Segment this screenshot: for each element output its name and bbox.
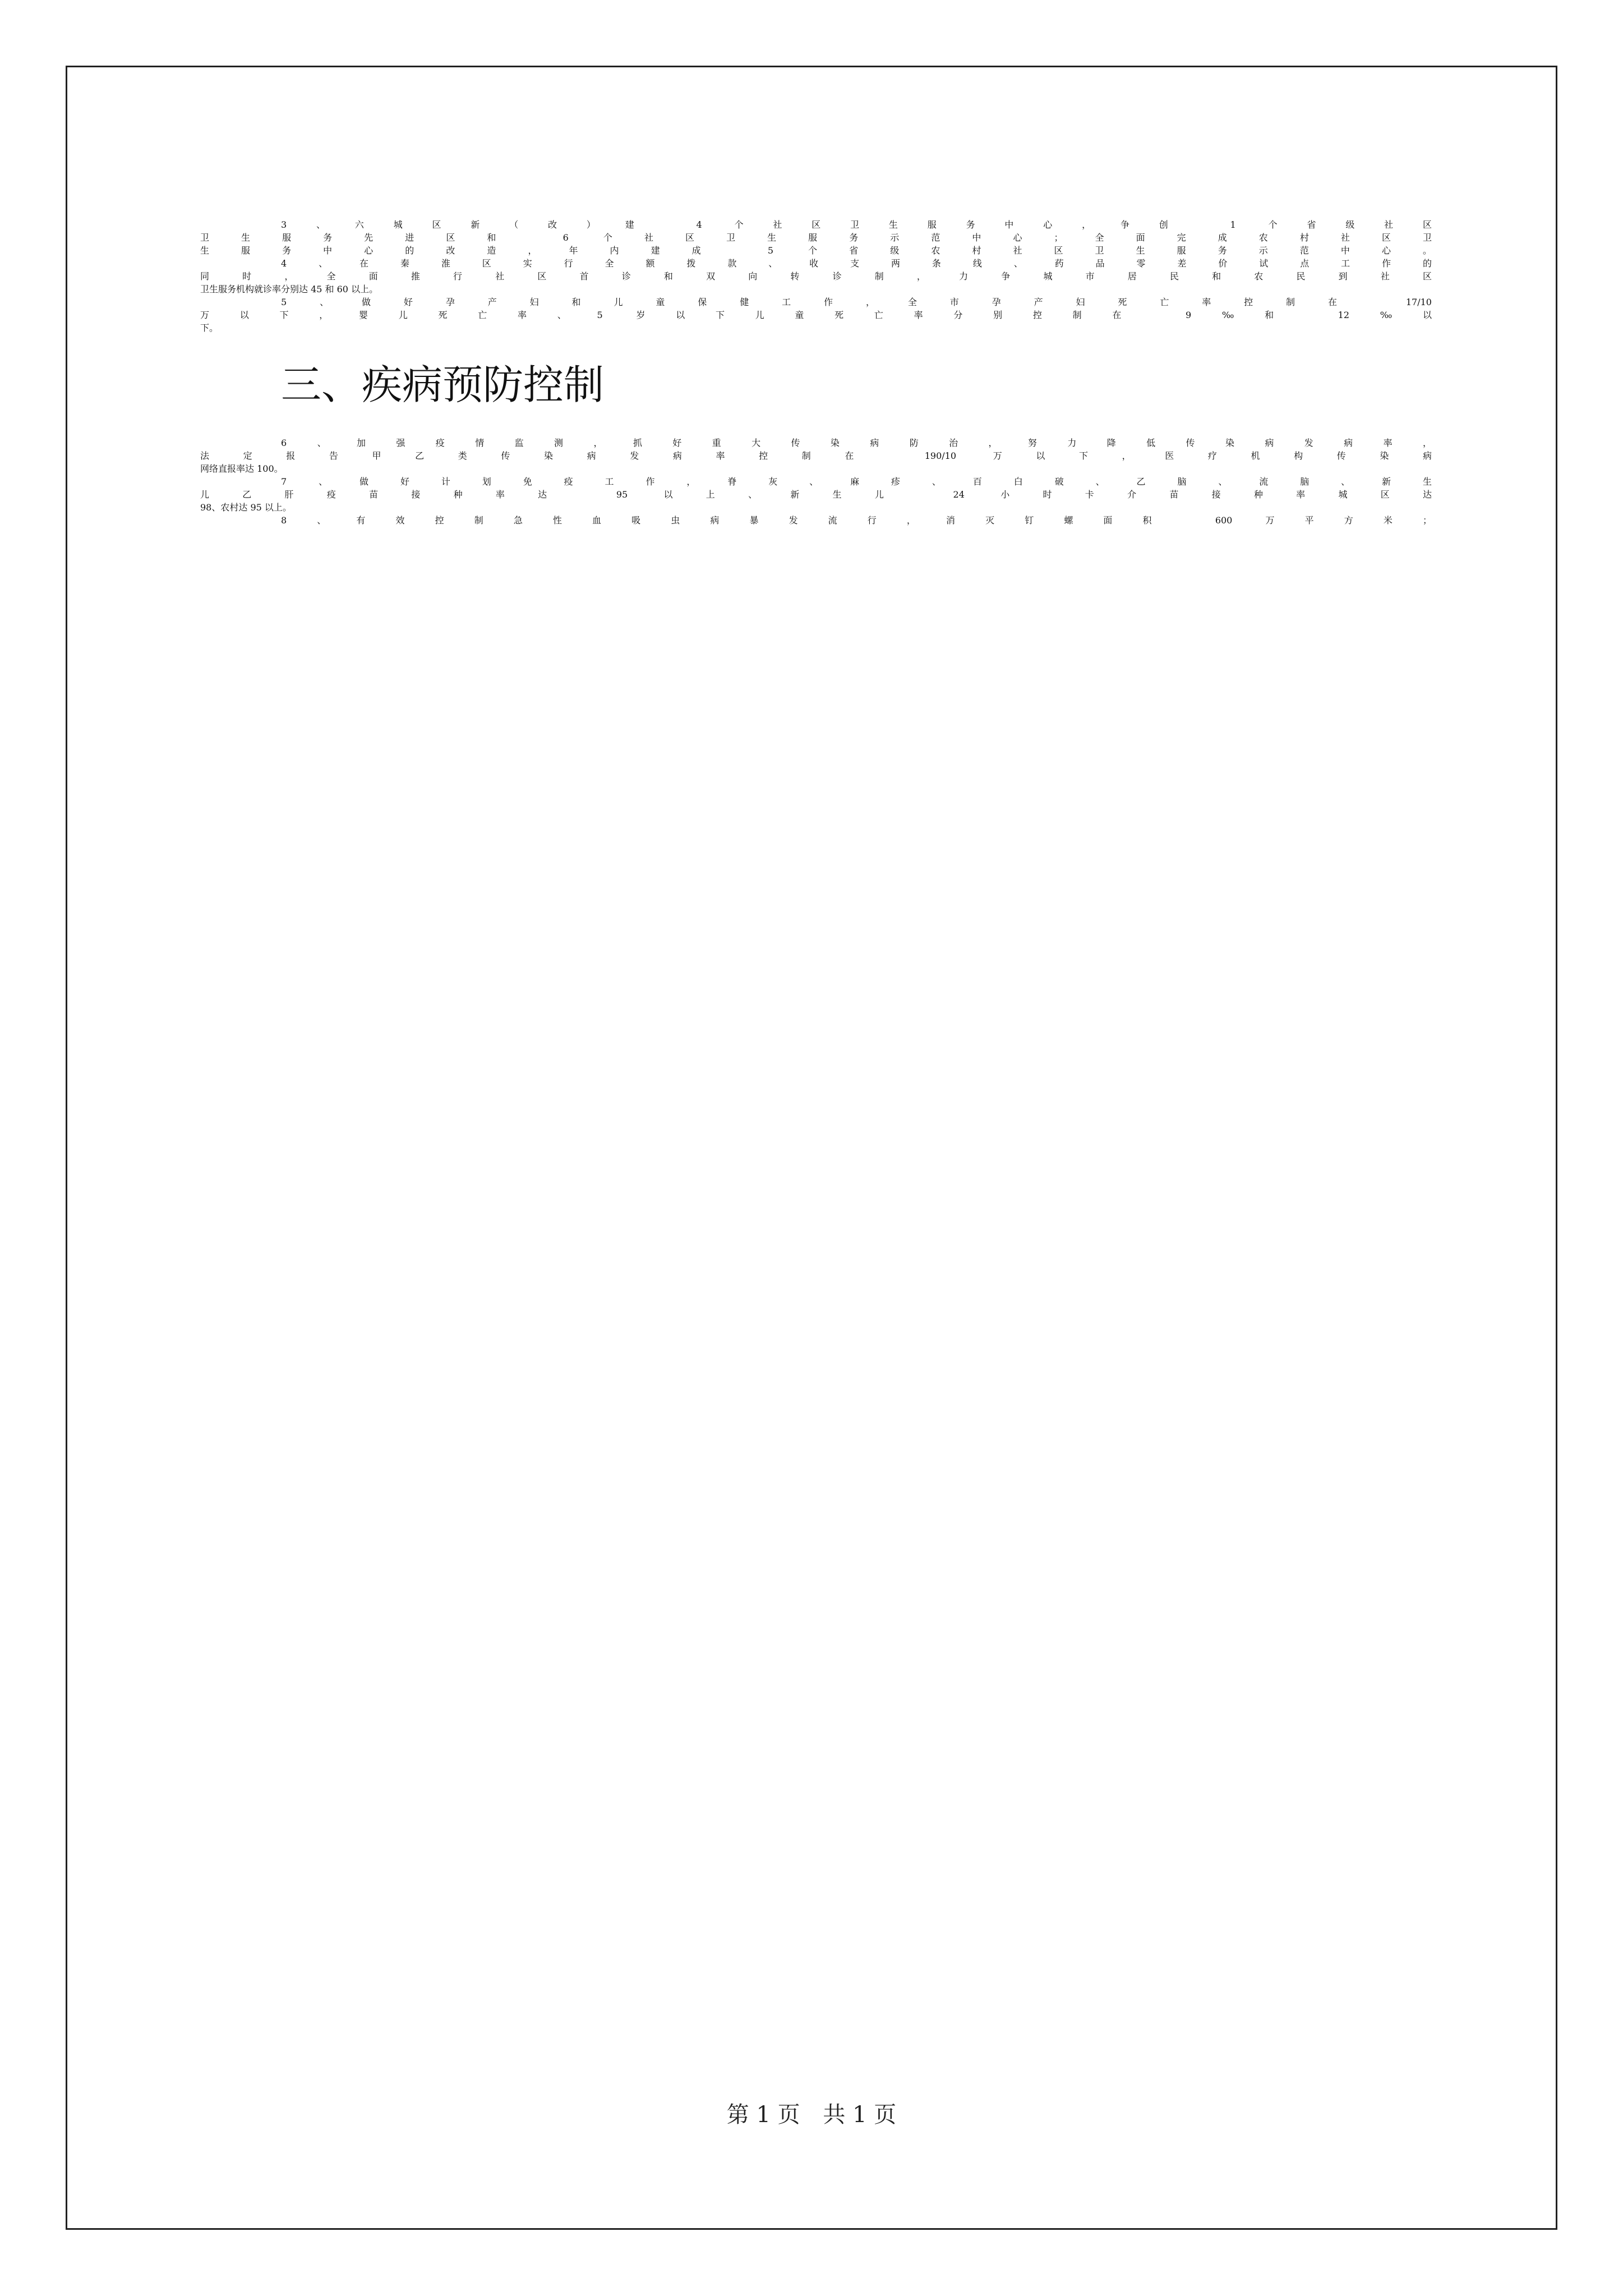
paragraph-line: 儿乙肝疫苗接种率达 95 以上、新生儿 24 小时卡介苗接种率城区达	[200, 489, 1432, 500]
section-heading: 三、疾病预防控制	[281, 361, 605, 408]
paragraph-4	[200, 256, 1432, 295]
paragraph-line: 万以下，婴儿死亡率、5 岁以下儿童死亡率分别控制在 9‰和 12‰以	[200, 310, 1432, 320]
paragraph-line: 卫生服务机构就诊率分别达 45 和 60 以上。	[200, 284, 379, 295]
paragraph-line: 下。	[200, 323, 219, 333]
paragraph-line: 8、有效控制急性血吸虫病暴发流行，消灭钉螺面积 600 万平方米；	[281, 515, 1432, 526]
paragraph-5	[200, 295, 1432, 334]
paragraph-6	[200, 436, 1432, 475]
paragraph-line: 生服务中心的改造，年内建成 5 个省级农村社区卫生服务示范中心。	[200, 245, 1432, 256]
paragraph-8	[200, 513, 1432, 526]
paragraph-line: 4、在秦淮区实行全额拨款、收支两条线、药品零差价试点工作的	[281, 258, 1432, 269]
paragraph-7	[200, 475, 1432, 513]
paragraph-line: 同时，全面推行社区首诊和双向转诊制，力争城市居民和农民到社区	[200, 271, 1432, 282]
document-body	[200, 218, 1432, 526]
paragraph-line: 5、做好孕产妇和儿童保健工作，全市孕产妇死亡率控制在 17/10	[281, 297, 1432, 307]
paragraph-line: 法定报告甲乙类传染病发病率控制在 190/10 万以下，医疗机构传染病	[200, 450, 1432, 461]
paragraph-line: 98、农村达 95 以上。	[200, 502, 292, 513]
page-footer	[0, 2098, 1623, 2132]
page-total: 共 1 页	[823, 2102, 897, 2128]
paragraph-line: 7、做好计划免疫工作，脊灰、麻疹、百白破、乙脑、流脑、新生	[281, 476, 1432, 487]
paragraph-line: 网络直报率达 100。	[200, 463, 283, 474]
paragraph-line: 3、六城区新（改）建 4 个社区卫生服务中心，争创 1 个省级社区	[281, 219, 1432, 230]
paragraph-line: 6、加强疫情监测，抓好重大传染病防治，努力降低传染病发病率，	[281, 438, 1432, 448]
paragraph-line: 卫生服务先进区和 6 个社区卫生服务示范中心；全面完成农村社区卫	[200, 232, 1432, 243]
page-number: 第 1 页	[726, 2102, 800, 2128]
paragraph-3	[200, 218, 1432, 256]
